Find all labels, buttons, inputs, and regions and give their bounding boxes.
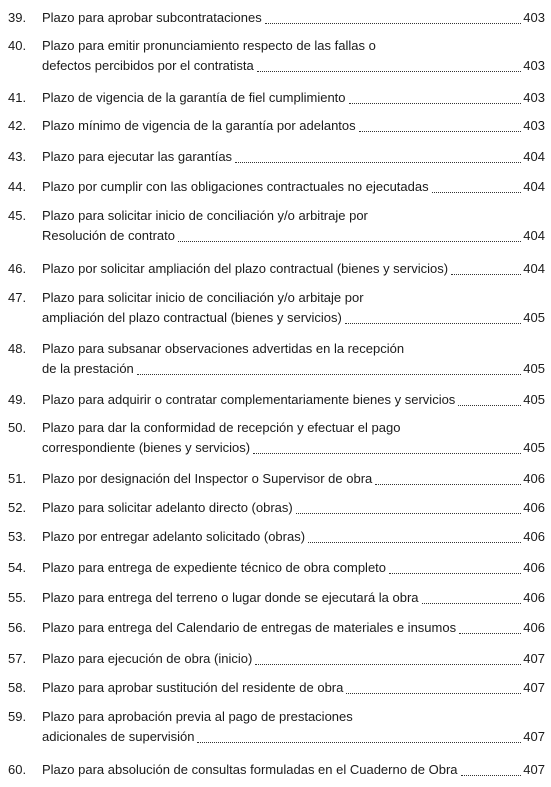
page-number: 404 — [523, 261, 545, 276]
page-number: 403 — [523, 90, 545, 105]
page-number: 406 — [523, 590, 545, 605]
entry-number: 59. — [8, 709, 27, 724]
entry-number: 51. — [8, 471, 27, 486]
entry-title-line: Plazo mínimo de vigencia de la garantía por adelantos — [42, 118, 356, 133]
page-number: 403 — [523, 118, 545, 133]
entry-title-line: Plazo para emitir pronunciamiento respecto de las fallas o — [42, 38, 376, 53]
entry-title-line: Plazo para solicitar inicio de conciliación y/o arbitraje por — [42, 208, 368, 223]
dot-leader — [178, 240, 521, 242]
entry-number: 53. — [8, 529, 27, 544]
dot-leader — [346, 692, 521, 694]
dot-leader — [257, 70, 522, 72]
dot-leader — [197, 741, 521, 743]
entry-title-line: Plazo por designación del Inspector o Supervisor de obra — [42, 471, 373, 486]
page-number: 405 — [523, 392, 545, 407]
dot-leader — [345, 322, 521, 324]
page-number: 406 — [523, 529, 545, 544]
page-number: 406 — [523, 620, 545, 635]
page-number: 406 — [523, 500, 545, 515]
entry-title-line: Plazo para ejecución de obra (inicio) — [42, 651, 253, 666]
dot-leader — [137, 373, 522, 375]
entry-number: 54. — [8, 560, 27, 575]
entry-title-line: defectos percibidos por el contratista — [42, 58, 254, 73]
entry-number: 55. — [8, 590, 27, 605]
page-number: 405 — [523, 310, 545, 325]
dot-leader — [253, 452, 521, 454]
dot-leader — [459, 632, 521, 634]
entry-title-line: Plazo para entrega del Calendario de entregas de materiales e insumos — [42, 620, 457, 635]
entry-title-line: ampliación del plazo contractual (bienes y servicios) — [42, 310, 342, 325]
entry-number: 39. — [8, 10, 27, 25]
entry-number: 45. — [8, 208, 27, 223]
entry-title-line: adicionales de supervisión — [42, 729, 195, 744]
page-number: 404 — [523, 228, 545, 243]
entry-number: 57. — [8, 651, 27, 666]
dot-leader — [375, 483, 521, 485]
entry-title-line: Plazo para adquirir o contratar complementariamente bienes y servicios — [42, 392, 456, 407]
entry-number: 46. — [8, 261, 27, 276]
entry-number: 44. — [8, 179, 27, 194]
entry-title-line: Plazo para aprobación previa al pago de prestaciones — [42, 709, 353, 724]
entry-title-line: Plazo para entrega de expediente técnico de obra completo — [42, 560, 387, 575]
dot-leader — [432, 191, 522, 193]
page-number: 405 — [523, 440, 545, 455]
page-number: 407 — [523, 680, 545, 695]
entry-number: 49. — [8, 392, 27, 407]
entry-title-line: Plazo por cumplir con las obligaciones contractuales no ejecutadas — [42, 179, 429, 194]
entry-number: 43. — [8, 149, 27, 164]
entry-title-line: Plazo para dar la conformidad de recepción y efectuar el pago — [42, 420, 401, 435]
entry-number: 50. — [8, 420, 27, 435]
page-number: 403 — [523, 58, 545, 73]
entry-title-line: Plazo para absolución de consultas formuladas en el Cuaderno de Obra — [42, 762, 458, 777]
entry-title-line: Plazo para aprobar subcontrataciones — [42, 10, 262, 25]
entry-number: 58. — [8, 680, 27, 695]
entry-title-line: Plazo para solicitar adelanto directo (obras) — [42, 500, 293, 515]
page-number: 406 — [523, 560, 545, 575]
dot-leader — [461, 774, 522, 776]
dot-leader — [235, 161, 521, 163]
entry-number: 48. — [8, 341, 27, 356]
entry-title-line: Plazo para entrega del terreno o lugar donde se ejecutará la obra — [42, 590, 419, 605]
dot-leader — [451, 273, 521, 275]
entry-title-line: Plazo para aprobar sustitución del residente de obra — [42, 680, 344, 695]
dot-leader — [296, 512, 522, 514]
entry-number: 60. — [8, 762, 27, 777]
page-number: 404 — [523, 149, 545, 164]
dot-leader — [422, 602, 522, 604]
entry-title-line: Plazo de vigencia de la garantía de fiel cumplimiento — [42, 90, 346, 105]
entry-title-line: Plazo para subsanar observaciones advertidas en la recepción — [42, 341, 405, 356]
page-number: 407 — [523, 762, 545, 777]
dot-leader — [255, 663, 521, 665]
entry-number: 40. — [8, 38, 27, 53]
page-number: 405 — [523, 361, 545, 376]
dot-leader — [308, 541, 521, 543]
page-number: 406 — [523, 471, 545, 486]
entry-number: 47. — [8, 290, 27, 305]
dot-leader — [389, 572, 521, 574]
entry-title-line: correspondiente (bienes y servicios) — [42, 440, 251, 455]
entry-title-line: Plazo por solicitar ampliación del plazo contractual (bienes y servicios) — [42, 261, 449, 276]
entry-title-line: Plazo por entregar adelanto solicitado (obras) — [42, 529, 306, 544]
entry-number: 56. — [8, 620, 27, 635]
dot-leader — [349, 102, 522, 104]
page-number: 407 — [523, 651, 545, 666]
dot-leader — [458, 404, 521, 406]
page-number: 407 — [523, 729, 545, 744]
entry-title-line: Plazo para ejecutar las garantías — [42, 149, 233, 164]
entry-number: 52. — [8, 500, 27, 515]
entry-number: 41. — [8, 90, 27, 105]
page-number: 403 — [523, 10, 545, 25]
dot-leader — [265, 22, 522, 24]
entry-title-line: Plazo para solicitar inicio de conciliación y/o arbitaje por — [42, 290, 364, 305]
entry-number: 42. — [8, 118, 27, 133]
entry-title-line: Resolución de contrato — [42, 228, 175, 243]
entry-title-line: de la prestación — [42, 361, 134, 376]
dot-leader — [359, 130, 522, 132]
page-number: 404 — [523, 179, 545, 194]
